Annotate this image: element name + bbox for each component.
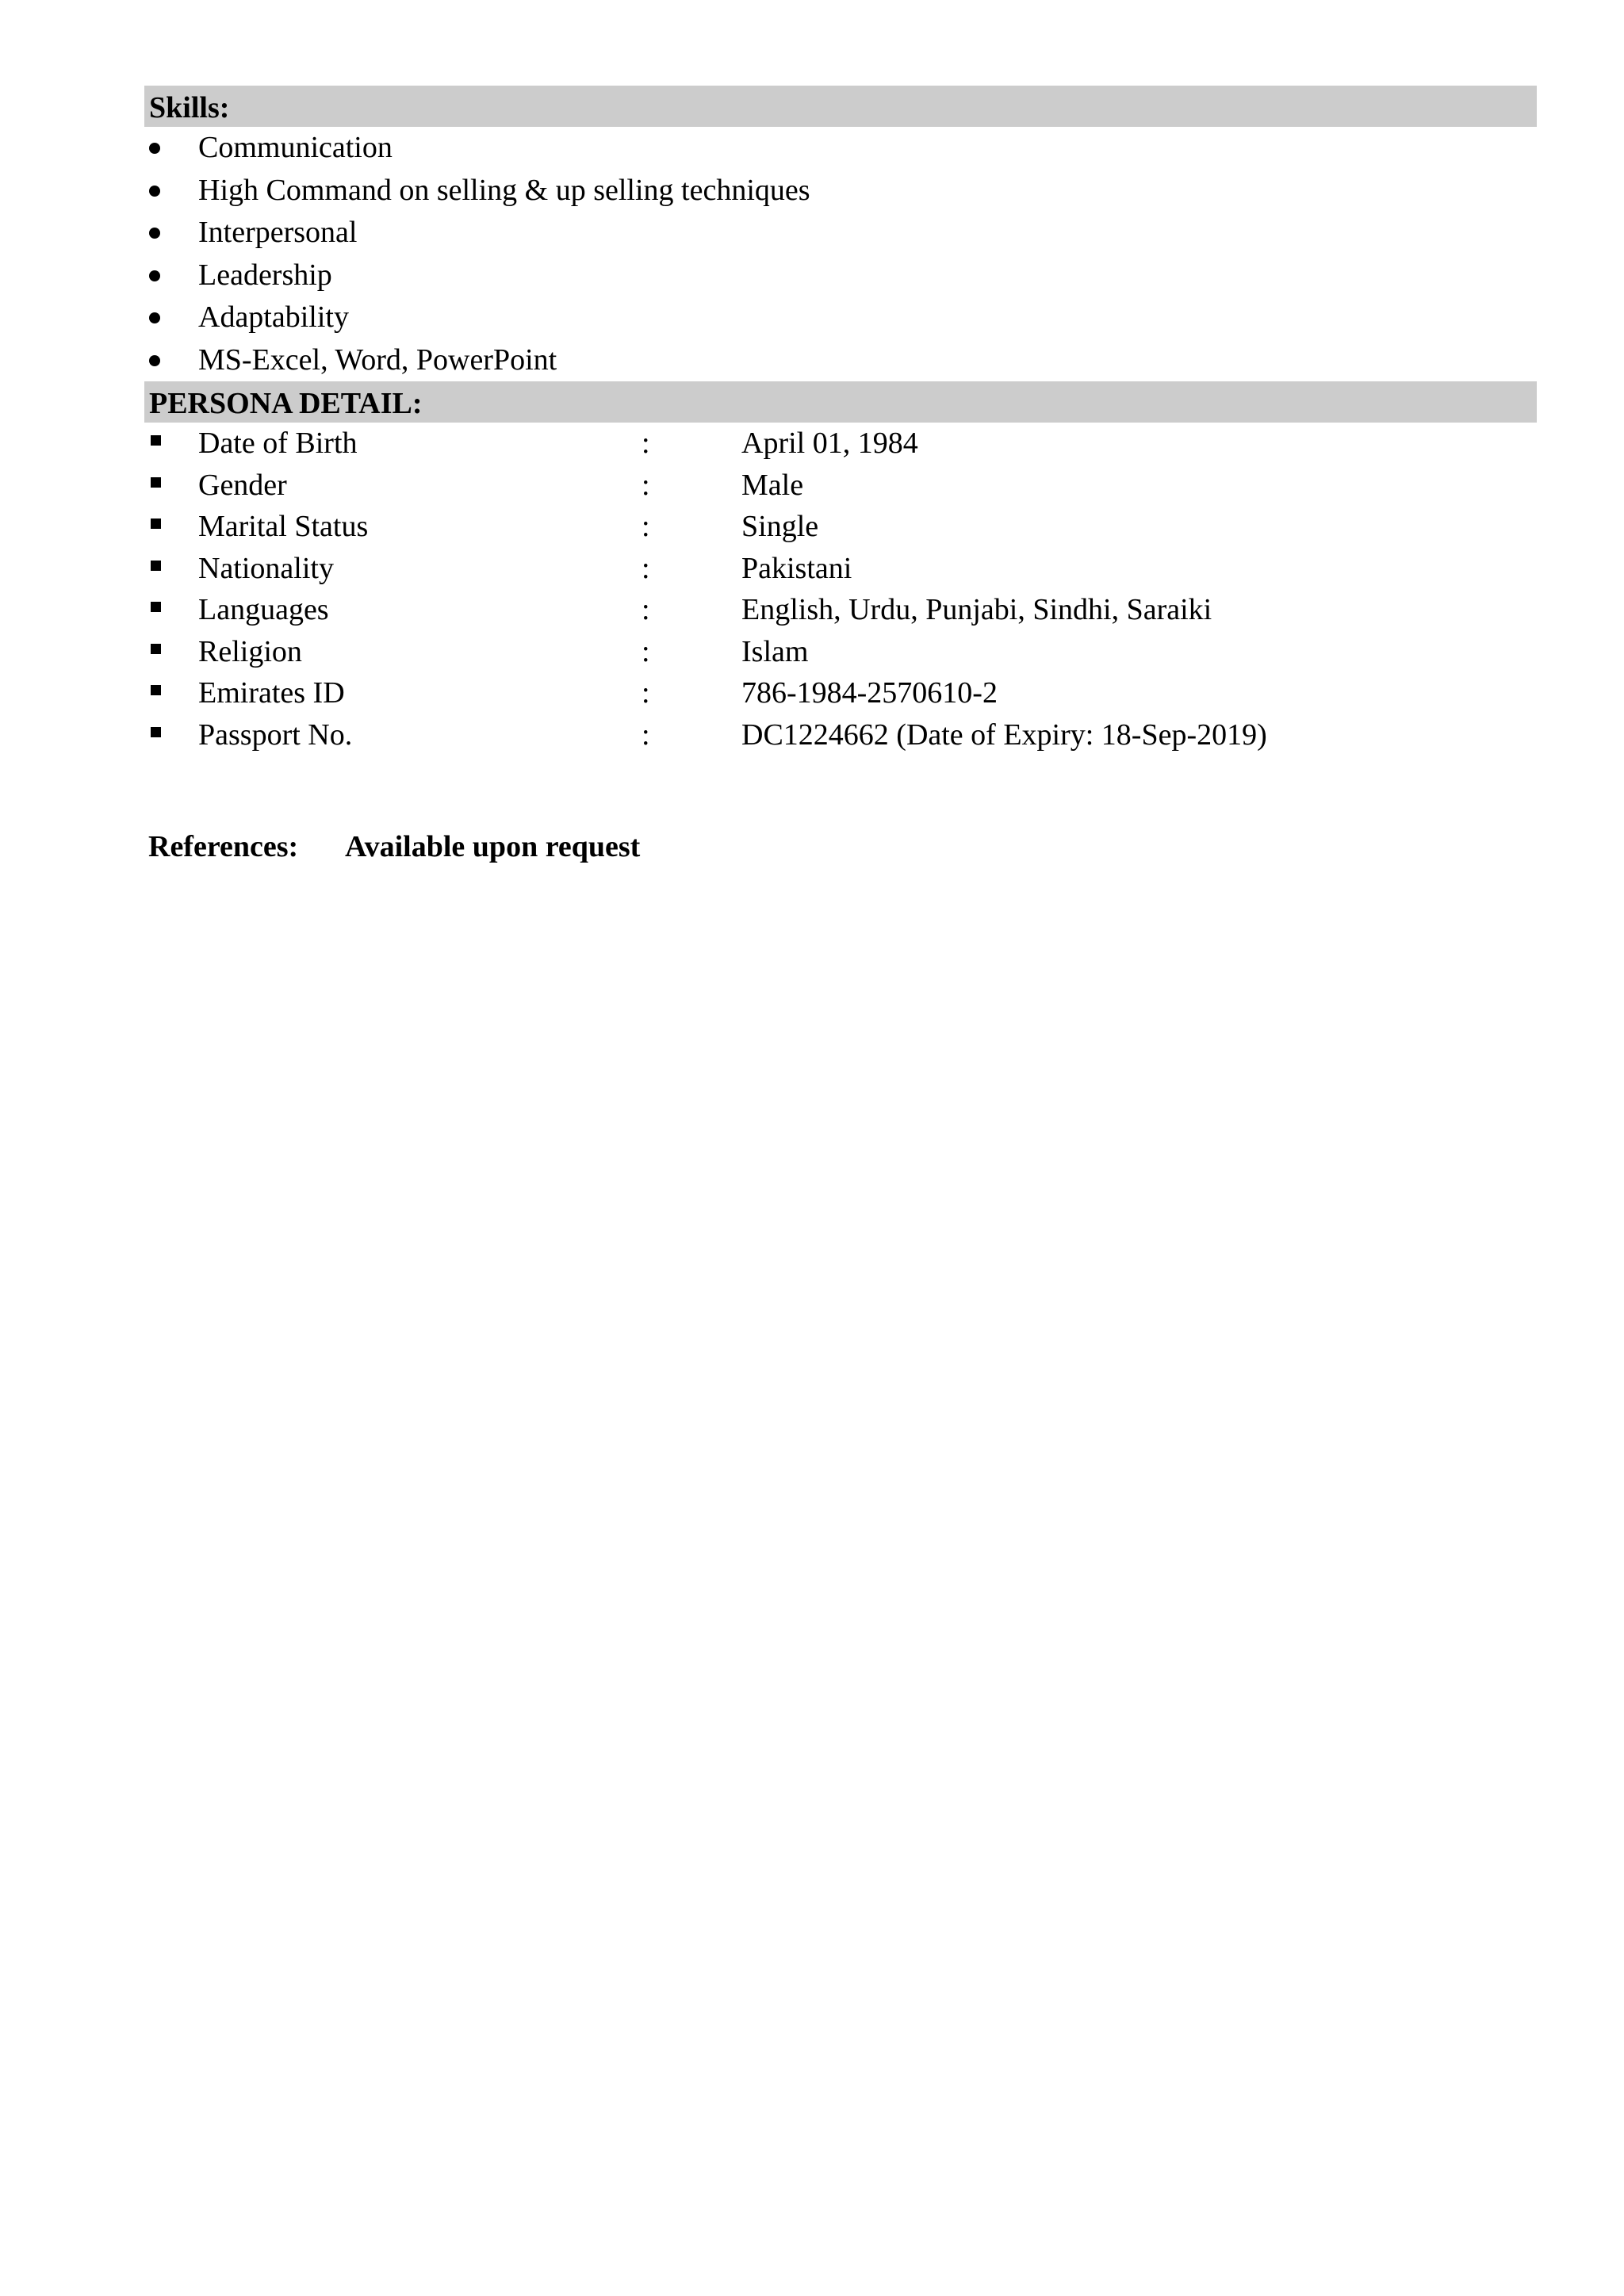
- detail-separator: :: [642, 718, 650, 752]
- detail-row-emirates-id: [144, 672, 1537, 714]
- skill-item: [144, 254, 1537, 297]
- skill-item: [144, 170, 1537, 212]
- detail-row-religion: [144, 631, 1537, 673]
- skill-text: Interpersonal: [198, 216, 358, 249]
- skill-item: [144, 212, 1537, 254]
- square-bullet-icon: [151, 519, 161, 529]
- square-bullet-icon: [151, 602, 161, 612]
- skill-text: MS-Excel, Word, PowerPoint: [198, 342, 557, 377]
- detail-separator: :: [642, 468, 650, 502]
- detail-separator: :: [642, 676, 650, 710]
- skill-text: High Command on selling & up selling techniques: [198, 173, 810, 207]
- detail-value: Pakistani: [741, 551, 852, 585]
- skills-heading: Skills:: [144, 86, 1537, 127]
- skill-text: Adaptability: [198, 300, 349, 334]
- detail-separator: :: [642, 551, 650, 585]
- detail-row-date-of-birth: [144, 423, 1537, 465]
- detail-row-nationality: [144, 548, 1537, 590]
- bullet-icon: [149, 355, 160, 366]
- bullet-icon: [149, 270, 160, 281]
- detail-label: Passport No.: [198, 718, 353, 752]
- square-bullet-icon: [151, 727, 161, 737]
- bullet-icon: [149, 143, 160, 154]
- bullet-icon: [149, 312, 160, 323]
- detail-separator: :: [642, 634, 650, 668]
- square-bullet-icon: [151, 644, 161, 654]
- references-line: [148, 829, 640, 864]
- square-bullet-icon: [151, 561, 161, 571]
- detail-separator: :: [642, 593, 650, 626]
- detail-value: April 01, 1984: [741, 427, 918, 460]
- detail-separator: :: [642, 427, 650, 460]
- detail-row-marital-status: [144, 506, 1537, 548]
- references-value: Available upon request: [345, 830, 641, 863]
- detail-value: DC1224662 (Date of Expiry: 18-Sep-2019): [741, 718, 1267, 752]
- detail-value: English, Urdu, Punjabi, Sindhi, Saraiki: [741, 593, 1212, 626]
- references-label: References:: [148, 830, 299, 863]
- detail-label: Emirates ID: [198, 676, 345, 710]
- detail-value: Male: [741, 468, 804, 502]
- square-bullet-icon: [151, 685, 161, 695]
- bullet-icon: [149, 186, 160, 197]
- skills-list: [144, 127, 1537, 381]
- square-bullet-icon: [151, 477, 161, 488]
- detail-row-languages: [144, 589, 1537, 631]
- detail-value: Single: [741, 510, 819, 543]
- square-bullet-icon: [151, 435, 161, 446]
- resume-page: [144, 86, 1537, 756]
- detail-row-passport-no: [144, 714, 1537, 756]
- detail-label: Marital Status: [198, 510, 369, 543]
- skill-item: [144, 297, 1537, 339]
- detail-value: Islam: [741, 634, 809, 668]
- skill-text: Leadership: [198, 258, 332, 292]
- detail-value: 786-1984-2570610-2: [741, 676, 998, 710]
- detail-row-gender: [144, 465, 1537, 507]
- detail-label: Date of Birth: [198, 427, 358, 460]
- detail-label: Languages: [198, 593, 329, 626]
- skill-item: [144, 127, 1537, 170]
- detail-label: Gender: [198, 468, 287, 502]
- persona-detail-list: [144, 423, 1537, 756]
- skill-item: [144, 339, 1537, 382]
- skill-text: Communication: [198, 131, 393, 164]
- detail-label: Nationality: [198, 551, 334, 585]
- persona-detail-heading: PERSONA DETAIL:: [144, 381, 1537, 423]
- detail-label: Religion: [198, 634, 302, 668]
- bullet-icon: [149, 228, 160, 239]
- detail-separator: :: [642, 510, 650, 543]
